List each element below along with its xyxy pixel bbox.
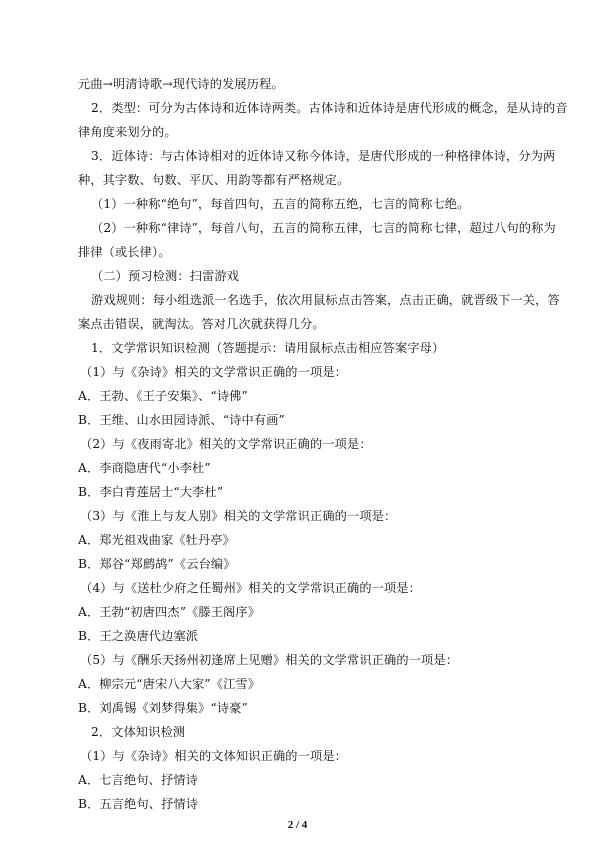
answer-option: A．七言绝句、抒情诗 xyxy=(78,773,198,787)
section-heading: 2．文体知识检测 xyxy=(91,725,186,739)
question: （4）与《送杜少府之任蜀州》相关的文学常识正确的一项是： xyxy=(80,581,422,595)
answer-option: A．王勃、《王子安集》、“诗佛” xyxy=(78,389,248,403)
answer-option: B．五言绝句、抒情诗 xyxy=(78,797,199,811)
section-heading: （二）预习检测：扫雷游戏 xyxy=(91,269,240,283)
text-line: 排律（或长律）。 xyxy=(78,245,171,259)
answer-option: B．刘禹锡《刘梦得集》“诗豪” xyxy=(78,701,248,715)
answer-option: B．郑谷“郑鹧鸪”《云台编》 xyxy=(78,557,236,571)
text-line: 1．文学常识知识检测（答题提示：请用鼠标点击相应答案字母） xyxy=(91,341,445,355)
answer-option: A．郑光祖戏曲家《牡丹亭》 xyxy=(78,533,236,547)
text-line: （2）一种称“律诗”，每首八句，五言的简称五律，七言的简称七律，超过八句的称为 xyxy=(91,221,556,235)
question: （1）与《杂诗》相关的文体知识正确的一项是： xyxy=(80,749,347,763)
question: （5）与《酬乐天扬州初逢席上见赠》相关的文学常识正确的一项是： xyxy=(80,653,459,667)
answer-option: B．李白青莲居士“大李杜” xyxy=(78,485,224,499)
answer-option: A．李商隐唐代“小李杜” xyxy=(78,461,211,475)
text-line: 3．近体诗：与古体诗相对的近体诗又称今体诗，是唐代形成的一种格律体诗，分为两 xyxy=(91,149,556,163)
answer-option: A．柳宗元“唐宋八大家”《江雪》 xyxy=(78,677,261,691)
text-line: 元曲→明清诗歌→现代诗的发展历程。 xyxy=(78,77,284,91)
question: （3）与《淮上与友人别》相关的文学常识正确的一项是： xyxy=(80,509,397,523)
answer-option: B．王之涣唐代边塞派 xyxy=(78,629,199,643)
page-number: 2 / 4 xyxy=(287,819,308,831)
text-line: 案点击错误，就淘汰。答对几次就获得几分。 xyxy=(78,317,325,331)
text-line: 2．类型：可分为古体诗和近体诗两类。古体诗和近体诗是唐代形成的概念，是从诗的音 xyxy=(91,101,568,115)
question: （2）与《夜雨寄北》相关的文学常识正确的一项是： xyxy=(80,437,372,451)
text-line: 律角度来划分的。 xyxy=(78,125,177,139)
text-line: （1）一种称“绝句”，每首四句，五言的简称五绝，七言的简称七绝。 xyxy=(91,197,470,211)
text-line: 种，其字数、句数、平仄、用韵等都有严格规定。 xyxy=(78,173,350,187)
text-line: 游戏规则：每小组选派一名选手，依次用鼠标点击答案，点击正确，就晋级下一关，答 xyxy=(91,293,560,307)
question: （1）与《杂诗》相关的文学常识正确的一项是： xyxy=(80,365,347,379)
answer-option: A．王勃“初唐四杰”《滕王阁序》 xyxy=(78,605,261,619)
answer-option: B．王维、山水田园诗派、“诗中有画” xyxy=(78,413,285,427)
